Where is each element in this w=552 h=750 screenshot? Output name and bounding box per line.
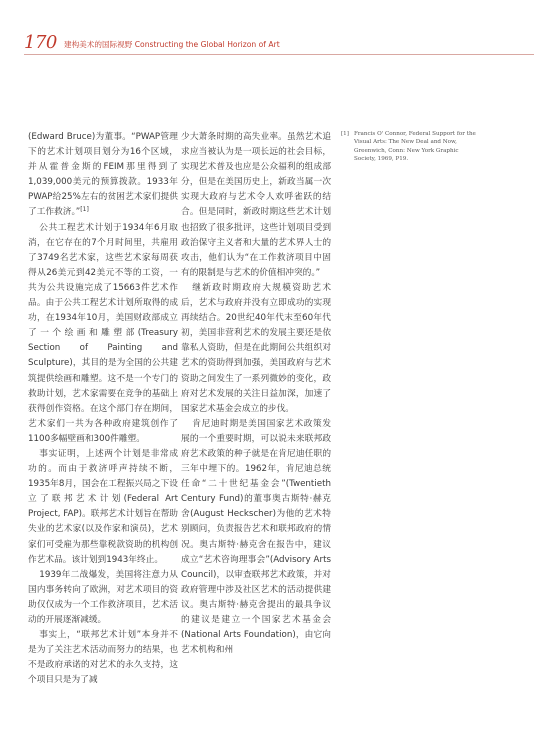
left-column (28, 130, 178, 688)
paragraph: 肯尼迪时期是美国国家艺术政策发展的一个重要时期，可以说未来联邦政府艺术政策的种子就是在肯尼迪任职的三年中埋下的。1962年，肯尼迪总统任命“二十世纪基金会”(Twentieth Century Fund)的董事奥古斯特·赫克舍(August Heckscher)为他的艺术特别顾问，负责报告艺术和联邦政府的情况。奥古斯特·赫克舍在报告中，建议成立“艺术咨询理事会”(Advisory Arts Council)，以审查联邦艺术政策，并对政府管理中涉及社区艺术的活动提供建议。奥古斯特·赫克舍提出的最具争议的建议是建立一个国家艺术基金会(National Arts Foundation)，由它向艺术机构和州 (181, 418, 331, 656)
footnote-marker: [1] (341, 131, 349, 137)
page-number: 170 (24, 32, 57, 53)
paragraph-text: (Edward Bruce)为董事。“PWAP管理下的艺术计划项目划分为16个区域，并从霍普金斯的FEIM那里得到了1,039,000美元的预算拨款。1933年PWAP给25%左右的贫困艺术家们提供了工作救济。” (28, 132, 178, 218)
paragraph: 少大萧条时期的高失业率。虽然艺术追求应当被认为是一项长远的社会目标，实现艺术普及也应是公众福利的组成部分，但是在美国历史上，新政当属一次实现大政府与艺术令人欢呼雀跃的结合。但是同时，新政时期这些艺术计划也招致了很多批评，这些计划项目受到政治保守主义者和大量的艺术界人士的攻击，他们认为“在工作救济项目中固有的限制是与艺术的价值相冲突的。” (181, 132, 331, 278)
middle-column (181, 130, 331, 658)
running-title: 建构美术的国际视野 Constructing the Global Horizon of Art (64, 40, 280, 49)
footnote-text: Francis O' Connor, Federal Support for the Visual Arts: The New Deal and Now, Greenwich, Conn: New York Graphic Society, 1969, P19. (354, 131, 476, 163)
page-header (24, 32, 534, 54)
paragraph: 继新政时期政府大规模资助艺术后，艺术与政府并没有立即成功的实现再续结合。20世纪40年代末至60年代初，美国非营利艺术的发展主要还是依靠私人资助，但是在此期间公共组织对艺术的资助得到加强，美国政府与艺术资助之间发生了一系列微妙的变化，政府对艺术发展的关注日益加深，加速了国家艺术基金会成立的步伐。 (181, 282, 331, 414)
paragraph: 1939年二战爆发，美国将注意力从国内事务转向了欧洲，对艺术项目的资助仅仅成为一个工作救济项目，艺术活动的开展逐渐减缓。 (28, 569, 178, 625)
footnote-ref: [1] (80, 206, 89, 214)
paragraph: 事实上，“联邦艺术计划”本身并不是为了关注艺术活动而努力的结果，也不是政府承诺的对艺术的永久支持，这个项目只是为了减 (28, 630, 178, 686)
header-rule (24, 54, 534, 55)
paragraph: 事实证明，上述两个计划是非常成功的。而由于救济呼声持续不断，1935年8月，国会在工程振兴局之下设立了联邦艺术计划(Federal Art Project, FAP)。联邦艺术计划旨在帮助失业的艺术家(以及作家和演员)，艺术家们可受雇为那些靠税款资助的机构创作艺术品。该计划到1943年终止。 (28, 448, 178, 565)
paragraph: 公共工程艺术计划于1934年6月取消，在它存在的7个月时间里，共雇用了3749名艺术家，这些艺术家每周获得从26美元到42美元不等的工资，一共为公共设施完成了15663件艺术作品。由于公共工程艺术计划所取得的成功，在1934年10月，美国财政部成立了一个绘画和雕塑部(Treasury Section of Painting and Sculpture)，其目的是为全国的公共建筑提供绘画和雕塑。这不是一个专门的救助计划，艺术家需要在竞争的基础上获得创作资格。在这个部门存在期间，艺术家们一共为各种政府建筑创作了1100多幅壁画和300件雕塑。 (28, 222, 178, 444)
paragraph (28, 130, 178, 221)
